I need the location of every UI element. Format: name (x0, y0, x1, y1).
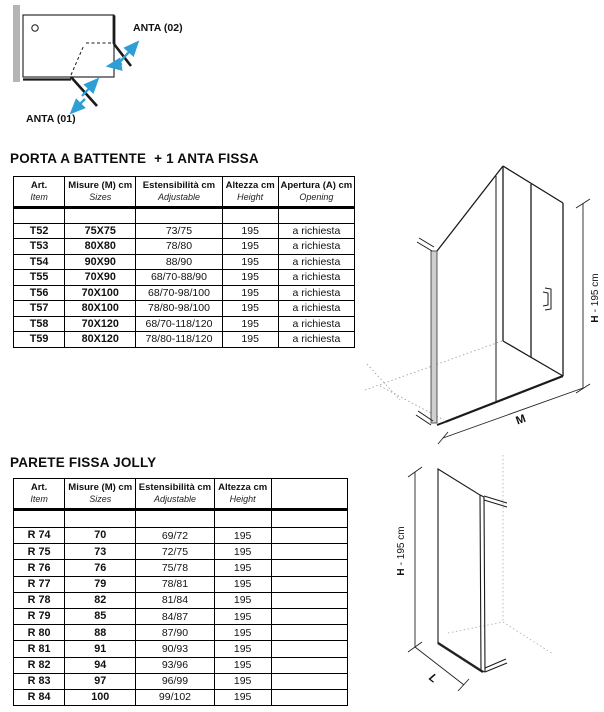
table-row (14, 625, 348, 641)
table-cell: T54 (14, 254, 65, 270)
height-dimension-label: H- 195 cm (396, 526, 407, 576)
swing-arrow-down-left-01 (72, 99, 85, 112)
table-cell: 195 (214, 560, 271, 576)
table-row (14, 223, 355, 239)
side-panel-profile (431, 251, 437, 423)
porta-battente-table (13, 176, 355, 348)
table-cell: 195 (222, 285, 278, 301)
table-cell: 78/81 (136, 576, 214, 592)
height-dimension-label: H- 195 cm (590, 273, 601, 323)
table-cell: 195 (214, 673, 271, 689)
table-cell (271, 608, 347, 624)
table-row (14, 301, 355, 317)
table-cell: 91 (65, 641, 136, 657)
table-header (14, 177, 355, 208)
anta-01-label: ANTA (01) (26, 113, 76, 125)
table-cell: 80X100 (65, 301, 136, 317)
table-cell: T57 (14, 301, 65, 317)
table-cell: 195 (214, 689, 271, 705)
dimension-lines (438, 199, 590, 444)
table-cell: T58 (14, 316, 65, 332)
table-row (14, 239, 355, 255)
table-cell: 195 (214, 544, 271, 560)
table-cell: 195 (214, 625, 271, 641)
table-cell: 68/70-98/100 (136, 285, 222, 301)
table-cell: 70X100 (65, 285, 136, 301)
table-cell: R 82 (14, 657, 65, 673)
shower-plan-diagram (0, 0, 220, 140)
table-cell: a richiesta (278, 239, 354, 255)
table-row (14, 270, 355, 286)
table-cell: R 80 (14, 625, 65, 641)
table-row (14, 641, 348, 657)
spacer-row (14, 510, 348, 528)
col-altezza: Altezza cm Height (214, 479, 271, 510)
table-cell: 72/75 (136, 544, 214, 560)
table-cell: a richiesta (278, 270, 354, 286)
table-cell: 195 (214, 641, 271, 657)
table-cell: 78/80 (136, 239, 222, 255)
table-body (14, 208, 355, 348)
tray-front-edge (445, 376, 563, 422)
table-cell: 88 (65, 625, 136, 641)
table-cell (271, 544, 347, 560)
table-cell (271, 560, 347, 576)
table-cell: 195 (222, 316, 278, 332)
wall-bar (13, 5, 20, 82)
table-cell: R 74 (14, 528, 65, 544)
table-cell: 76 (65, 560, 136, 576)
table-row (14, 657, 348, 673)
table-cell (271, 657, 347, 673)
fixed-panel-3d-diagram (390, 440, 604, 712)
shower-tray-outline (23, 15, 114, 77)
table-cell: 195 (222, 270, 278, 286)
table-cell: 79 (65, 576, 136, 592)
table-cell: a richiesta (278, 301, 354, 317)
table-cell: 195 (222, 301, 278, 317)
table-cell: 84/87 (136, 608, 214, 624)
table-cell: 75X75 (65, 223, 136, 239)
table-cell: 97 (65, 673, 136, 689)
table-cell: 100 (65, 689, 136, 705)
table-row (14, 544, 348, 560)
col-art: Art. Item (14, 177, 65, 208)
table-cell: 80X120 (65, 332, 136, 348)
table-cell: R 79 (14, 608, 65, 624)
table-cell: 99/102 (136, 689, 214, 705)
table-cell: R 77 (14, 576, 65, 592)
col-art: Art. Item (14, 479, 65, 510)
table-cell (271, 641, 347, 657)
table-cell: 195 (214, 576, 271, 592)
col-misure: Misure (M) cm Sizes (65, 177, 136, 208)
col-estensibilita: Estensibilità cm Adjustable (136, 177, 222, 208)
anta-02-label: ANTA (02) (133, 22, 183, 34)
glass-frame-lines (437, 166, 563, 401)
table-row (14, 689, 348, 705)
table-cell (271, 576, 347, 592)
table-cell: 70 (65, 528, 136, 544)
table-cell: 195 (214, 657, 271, 673)
table-cell: 82 (65, 592, 136, 608)
table-cell: 69/72 (136, 528, 214, 544)
table-cell: 90X90 (65, 254, 136, 270)
panel-bottom-edge (438, 643, 483, 672)
table-cell: R 78 (14, 592, 65, 608)
col-empty (271, 479, 347, 510)
door-02-line (114, 44, 131, 66)
table-row (14, 285, 355, 301)
table-cell: 195 (222, 239, 278, 255)
table-cell: T56 (14, 285, 65, 301)
table-cell: 80X80 (65, 239, 136, 255)
table-cell (271, 528, 347, 544)
width-dimension-label: L (426, 671, 440, 686)
door-01-open-dashed (71, 45, 84, 75)
table-cell (271, 592, 347, 608)
table-cell (271, 673, 347, 689)
table-cell: 70X90 (65, 270, 136, 286)
table-cell: 195 (214, 608, 271, 624)
table-cell: a richiesta (278, 223, 354, 239)
table-cell: 75/78 (136, 560, 214, 576)
swing-arrow-up-right-01 (82, 80, 97, 96)
table-cell (271, 689, 347, 705)
table-row (14, 576, 348, 592)
table-cell: 85 (65, 608, 136, 624)
table-cell: 88/90 (136, 254, 222, 270)
table-cell: 195 (222, 332, 278, 348)
table-row (14, 316, 355, 332)
col-altezza: Altezza cm Height (222, 177, 278, 208)
table-cell: R 76 (14, 560, 65, 576)
table-cell: 195 (222, 254, 278, 270)
table-cell: 96/99 (136, 673, 214, 689)
table-cell: 68/70-118/120 (136, 316, 222, 332)
table-cell: T59 (14, 332, 65, 348)
table-cell: 93/96 (136, 657, 214, 673)
corner-enclosure-3d-diagram (360, 148, 604, 448)
table-cell: 68/70-88/90 (136, 270, 222, 286)
table-row (14, 528, 348, 544)
table-row (14, 608, 348, 624)
drain-circle (32, 25, 38, 31)
table-row (14, 332, 355, 348)
col-estensibilita: Estensibilità cm Adjustable (136, 479, 214, 510)
table-cell: R 84 (14, 689, 65, 705)
table-cell: T55 (14, 270, 65, 286)
table-cell: 195 (222, 223, 278, 239)
parete-fissa-table (13, 478, 348, 706)
swing-arrow-left-02 (109, 64, 122, 66)
table-row (14, 673, 348, 689)
tray-edge-left (437, 422, 445, 425)
table-cell: 94 (65, 657, 136, 673)
table-cell: R 75 (14, 544, 65, 560)
table-row (14, 560, 348, 576)
table-cell: 87/90 (136, 625, 214, 641)
table-cell: 73 (65, 544, 136, 560)
section2-title: PARETE FISSA JOLLY (10, 455, 157, 470)
table-cell: R 81 (14, 641, 65, 657)
table-body (14, 510, 348, 706)
spacer-row (14, 208, 355, 224)
door-handle (543, 288, 551, 310)
table-cell: T52 (14, 223, 65, 239)
col-misure: Misure (M) cm Sizes (65, 479, 136, 510)
table-cell: 195 (214, 528, 271, 544)
table-header (14, 479, 348, 510)
col-apertura: Apertura (A) cm Opening (278, 177, 354, 208)
glass-panel-face (438, 469, 481, 671)
table-cell: 73/75 (136, 223, 222, 239)
table-cell: a richiesta (278, 254, 354, 270)
section1-title: PORTA A BATTENTE + 1 ANTA FISSA (10, 151, 259, 166)
door-01-line (71, 77, 97, 106)
table-cell: 78/80-98/100 (136, 301, 222, 317)
table-cell: 90/93 (136, 641, 214, 657)
table-cell (271, 625, 347, 641)
width-dimension-label: M (514, 412, 528, 428)
table-cell: 70X120 (65, 316, 136, 332)
table-cell: a richiesta (278, 332, 354, 348)
table-cell: 78/80-118/120 (136, 332, 222, 348)
table-cell: T53 (14, 239, 65, 255)
table-cell: a richiesta (278, 316, 354, 332)
table-cell: 195 (214, 592, 271, 608)
table-cell: 81/84 (136, 592, 214, 608)
table-row (14, 254, 355, 270)
table-row (14, 592, 348, 608)
table-cell: R 83 (14, 673, 65, 689)
wall-brackets (484, 496, 507, 672)
table-cell: a richiesta (278, 285, 354, 301)
